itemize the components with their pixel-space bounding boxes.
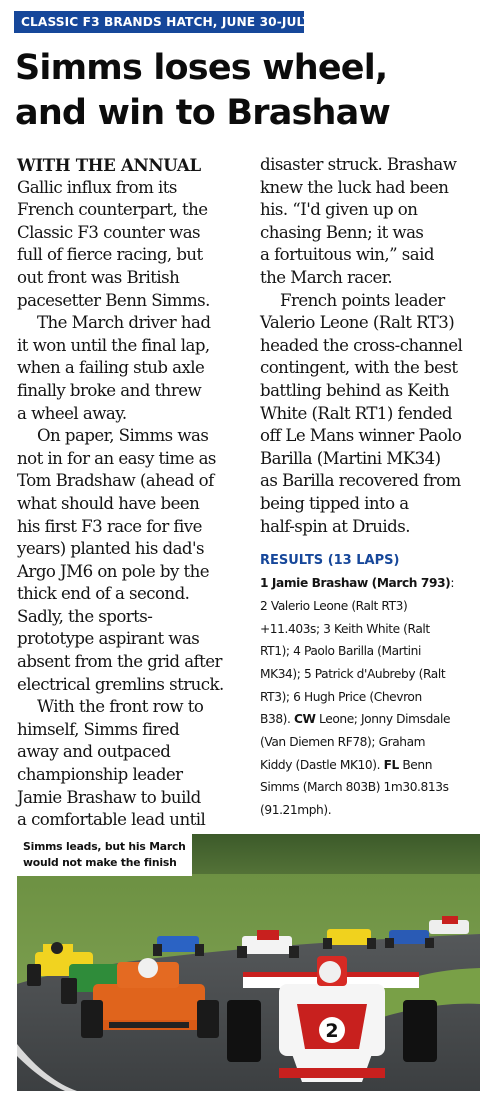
results-line: RT3); 6 Hugh Price (Chevron xyxy=(260,689,422,704)
text-line: chasing Benn; it was xyxy=(260,222,424,242)
text-line: pacesetter Benn Simms. xyxy=(17,290,210,310)
paragraph-2 xyxy=(17,312,245,425)
text-line: off Le Mans winner Paolo xyxy=(260,426,462,446)
paragraph-3 xyxy=(17,425,245,696)
results-text: Leone; Jonny Dimsdale xyxy=(315,712,451,727)
text-line: Sadly, the sports- xyxy=(17,606,153,626)
results-line: (91.21mph). xyxy=(260,803,332,818)
text-line: Tom Bradshaw (ahead of xyxy=(17,471,214,491)
text-line: battling behind as Keith xyxy=(260,380,449,400)
results-line: (Van Diemen RF78); Graham xyxy=(260,735,426,750)
text-line: when a failing stub axle xyxy=(17,358,205,378)
text-line: With the front row to xyxy=(37,697,204,717)
text-line: not in for an easy time as xyxy=(17,448,216,468)
car-number: 2 xyxy=(325,1020,339,1042)
results-line: RT1); 4 Paolo Barilla (Martini xyxy=(260,644,421,659)
results-line xyxy=(260,754,490,777)
drop-cap-lead: WITH THE ANNUAL xyxy=(17,155,201,175)
section-kicker: CLASSIC F3 BRANDS HATCH, JUNE 30-JULY 1 xyxy=(14,11,304,33)
results-line xyxy=(260,708,490,731)
text-line: a comfortable lead until xyxy=(17,810,206,830)
caption-line-2: would not make the finish xyxy=(23,855,177,869)
results-heading: RESULTS (13 LAPS) xyxy=(260,553,400,569)
fastest-lap-label: FL xyxy=(383,757,399,772)
text-line: prototype aspirant was xyxy=(17,629,200,649)
text-line: his. “I'd given up on xyxy=(260,200,418,220)
text-line: Argo JM6 on pole by the xyxy=(17,561,210,581)
left-column xyxy=(17,154,245,832)
text-line: years) planted his dad's xyxy=(17,539,204,559)
paragraph-1 xyxy=(17,154,245,312)
text-line: a fortuitous win,” said xyxy=(260,245,434,265)
text-line: Jamie Brashaw to build xyxy=(17,787,201,807)
text-line: Valerio Leone (Ralt RT3) xyxy=(260,313,455,333)
headline-line-1: Simms loses wheel, xyxy=(15,48,388,88)
results-line: 2 Valerio Leone (Ralt RT3) xyxy=(260,598,408,613)
text-line: it won until the final lap, xyxy=(17,335,210,355)
text-line: full of fierce racing, but xyxy=(17,245,203,265)
paragraph-5 xyxy=(260,154,490,290)
text-line: French points leader xyxy=(280,290,445,310)
text-line: Barilla (Martini MK34) xyxy=(260,448,441,468)
text-line: electrical gremlins struck. xyxy=(17,674,224,694)
text-line: contingent, with the best xyxy=(260,358,458,378)
text-line: French counterpart, the xyxy=(17,200,208,220)
headline-line-2: and win to Brashaw xyxy=(15,93,391,133)
text-line: thick end of a second. xyxy=(17,584,190,604)
text-line: absent from the grid after xyxy=(17,652,222,672)
text-line: On paper, Simms was xyxy=(37,426,209,446)
winner-text: 1 Jamie Brashaw (March 793) xyxy=(260,576,451,591)
text-line: his first F3 race for five xyxy=(17,516,202,536)
text-line: as Barilla recovered from xyxy=(260,471,461,491)
text-line: championship leader xyxy=(17,765,183,785)
article-headline xyxy=(15,46,490,136)
class-winner-label: CW xyxy=(293,712,316,727)
results-text: Kiddy (Dastle MK10). xyxy=(260,757,384,772)
results-line: MK34); 5 Patrick d'Aubreby (Ralt xyxy=(260,666,446,681)
results-text: Benn xyxy=(398,757,433,772)
text-line: half-spin at Druids. xyxy=(260,516,410,536)
results-line: +11.403s; 3 Keith White (Ralt xyxy=(260,621,430,636)
results-line xyxy=(260,572,490,595)
results-text: B38). xyxy=(260,712,294,727)
text-line: being tipped into a xyxy=(260,493,409,513)
photo-caption xyxy=(17,834,192,876)
text-line: away and outpaced xyxy=(17,742,171,762)
caption-line-1: Simms leads, but his March xyxy=(23,840,186,853)
text-line: himself, Simms fired xyxy=(17,719,180,739)
results-line: Simms (March 803B) 1m30.813s xyxy=(260,780,449,795)
text-line: out front was British xyxy=(17,267,180,287)
text-line: White (Ralt RT1) fended xyxy=(260,403,452,423)
text-line: Classic F3 counter was xyxy=(17,222,201,242)
text-line: Gallic influx from its xyxy=(17,177,177,197)
text-line: headed the cross-channel xyxy=(260,335,463,355)
right-column xyxy=(260,154,490,822)
text-line: finally broke and threw xyxy=(17,380,202,400)
text-line: The March driver had xyxy=(37,313,211,333)
text-line: the March racer. xyxy=(260,267,393,287)
results-text: : xyxy=(450,576,455,591)
paragraph-6 xyxy=(260,290,490,539)
paragraph-4 xyxy=(17,696,245,832)
results-list xyxy=(260,572,490,822)
text-line: disaster struck. Brashaw xyxy=(260,155,457,174)
text-line: a wheel away. xyxy=(17,403,127,423)
text-line: what should have been xyxy=(17,493,200,513)
text-line: knew the luck had been xyxy=(260,177,449,197)
